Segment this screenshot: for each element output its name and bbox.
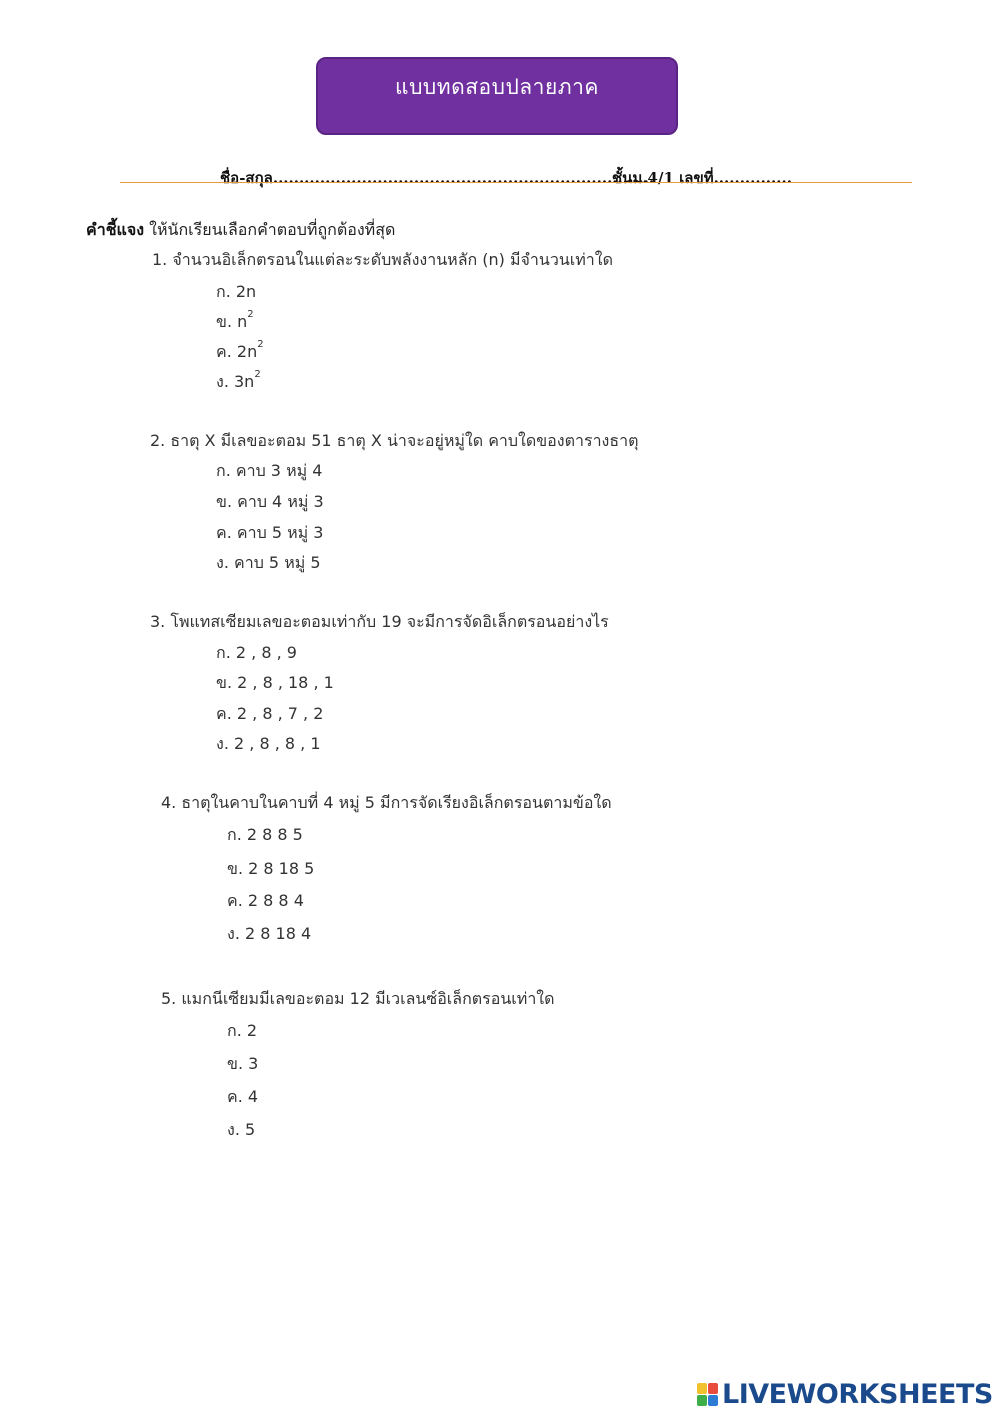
- question-2: 2. ธาตุ X มีเลขอะตอม 51 ธาตุ X น่าจะอยู่หมู่ใด คาบใดของตารางธาตุ: [150, 431, 639, 450]
- option-text: 2 8 18 5: [248, 859, 315, 878]
- option-text: คาบ 4 หมู่ 3: [237, 492, 324, 511]
- option-4b[interactable]: [227, 857, 314, 882]
- option-text: n: [237, 312, 248, 331]
- option-label: ก.: [227, 825, 242, 844]
- option-5a[interactable]: [227, 1019, 257, 1044]
- option-text: 5: [245, 1120, 256, 1139]
- option-1c[interactable]: [216, 340, 264, 365]
- logo-text: LIVEWORKSHEETS: [722, 1378, 993, 1410]
- logo-mark-icon: [697, 1383, 718, 1406]
- option-label: ก.: [216, 282, 231, 301]
- option-label: ข.: [227, 859, 244, 878]
- option-1b[interactable]: [216, 310, 254, 335]
- option-text: คาบ 5 หมู่ 3: [236, 523, 324, 542]
- option-label: ข.: [216, 312, 233, 331]
- logo-square: [708, 1395, 718, 1406]
- option-label: ง.: [227, 1120, 240, 1139]
- option-1a[interactable]: [216, 280, 256, 305]
- instruction-text: ให้นักเรียนเลือกคำตอบที่ถูกต้องที่สุด: [149, 220, 396, 239]
- option-text: 3: [248, 1054, 259, 1073]
- option-3c[interactable]: [216, 702, 323, 727]
- option-1d[interactable]: [216, 370, 261, 395]
- student-name-field: ชื่อ-สกุล.........................................................................: [220, 169, 655, 187]
- option-5b[interactable]: [227, 1052, 258, 1077]
- option-4a[interactable]: [227, 823, 303, 848]
- option-text: 2 8 8 4: [247, 891, 304, 910]
- option-label: ค.: [227, 1087, 243, 1106]
- option-label: ง.: [216, 553, 229, 572]
- option-superscript: 2: [247, 308, 254, 320]
- option-5d[interactable]: [227, 1118, 255, 1143]
- option-label: ข.: [227, 1054, 244, 1073]
- option-text: 2n: [235, 282, 257, 301]
- option-superscript: 2: [254, 368, 261, 380]
- option-2c[interactable]: [216, 521, 323, 546]
- option-text: 2 , 8 , 18 , 1: [237, 673, 334, 692]
- header-divider: [120, 182, 912, 183]
- option-label: ง.: [216, 734, 229, 753]
- option-3d[interactable]: [216, 732, 321, 757]
- option-text: 2 , 8 , 7 , 2: [236, 704, 324, 723]
- instruction-label: คำชี้แจง: [86, 220, 145, 239]
- option-2d[interactable]: [216, 551, 321, 576]
- logo-square: [697, 1383, 707, 1394]
- option-label: ข.: [216, 673, 233, 692]
- option-3a[interactable]: [216, 641, 297, 666]
- option-label: ค.: [216, 342, 232, 361]
- option-label: ก.: [227, 1021, 242, 1040]
- class-number-field: ชั้นม.4/1 เลขที่...............: [612, 169, 792, 187]
- liveworksheets-logo: [697, 1378, 993, 1410]
- option-text: 3n: [234, 372, 255, 391]
- option-label: ง.: [216, 372, 229, 391]
- worksheet-title: แบบทดสอบปลายภาค: [395, 74, 599, 99]
- option-3b[interactable]: [216, 671, 334, 696]
- option-label: ค.: [227, 891, 243, 910]
- option-4d[interactable]: [227, 922, 311, 947]
- question-5: 5. แมกนีเซียมมีเลขอะตอม 12 มีเวเลนซ์อิเล็กตรอนเท่าใด: [161, 989, 555, 1008]
- option-text: 2 8 8 5: [246, 825, 303, 844]
- option-label: ก.: [216, 643, 231, 662]
- option-text: 2n: [236, 342, 258, 361]
- question-3: 3. โพแทสเซียมเลขอะตอมเท่ากับ 19 จะมีการจัดอิเล็กตรอนอย่างไร: [150, 612, 609, 631]
- option-2a[interactable]: [216, 459, 322, 484]
- option-label: ง.: [227, 924, 240, 943]
- option-superscript: 2: [257, 338, 264, 350]
- option-5c[interactable]: [227, 1085, 258, 1110]
- logo-square: [708, 1383, 718, 1394]
- option-text: 2 8 18 4: [245, 924, 312, 943]
- option-2b[interactable]: [216, 490, 324, 515]
- option-4c[interactable]: [227, 889, 304, 914]
- option-text: คาบ 3 หมู่ 4: [235, 461, 323, 480]
- option-label: ข.: [216, 492, 233, 511]
- instruction: [86, 218, 395, 243]
- question-1: 1. จำนวนอิเล็กตรอนในแต่ละระดับพลังงานหลัก (n) มีจำนวนเท่าใด: [152, 250, 613, 269]
- option-text: 2 , 8 , 8 , 1: [234, 734, 321, 753]
- option-text: คาบ 5 หมู่ 5: [234, 553, 321, 572]
- option-text: 2: [246, 1021, 258, 1040]
- option-text: 4: [247, 1087, 259, 1106]
- option-label: ค.: [216, 523, 232, 542]
- option-label: ค.: [216, 704, 232, 723]
- option-text: 2 , 8 , 9: [235, 643, 297, 662]
- worksheet-title-banner: [316, 57, 678, 135]
- question-4: 4. ธาตุในคาบในคาบที่ 4 หมู่ 5 มีการจัดเรียงอิเล็กตรอนตามข้อใด: [161, 793, 612, 812]
- option-label: ก.: [216, 461, 231, 480]
- logo-square: [697, 1395, 707, 1406]
